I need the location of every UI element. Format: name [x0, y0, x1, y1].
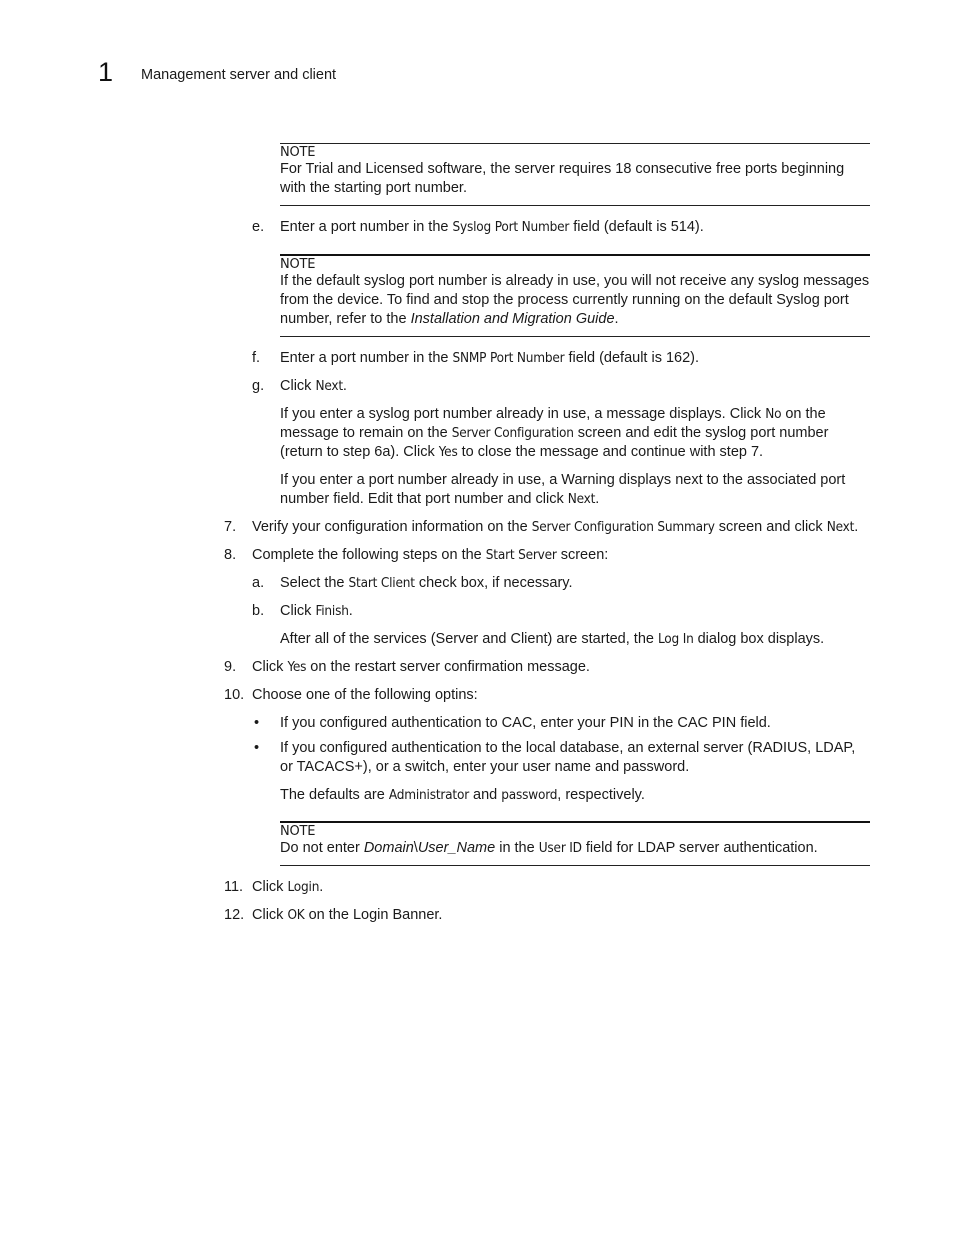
- note-box: [280, 254, 870, 337]
- substep-g: g. Click Next.: [252, 378, 347, 394]
- substep-f: f. Enter a port number in the SNMP Port Number field (default is 162).: [252, 350, 700, 366]
- note-box: [280, 821, 870, 866]
- section-title: Management server and client: [141, 67, 337, 83]
- bullet-marker: •: [254, 715, 260, 731]
- substep-8a: a. Select the Start Client check box, if necessary.: [252, 575, 573, 591]
- step-7: 7. Verify your configuration information on the Server Configuration Summary screen and click Next.: [224, 519, 859, 535]
- substep-e: e. Enter a port number in the Syslog Port Number field (default is 514).: [252, 219, 704, 235]
- step-9: 9. Click Yes on the restart server confirmation message.: [224, 659, 590, 675]
- ui-term: Syslog Port Number: [452, 219, 570, 235]
- note-label: NOTE: [280, 145, 316, 160]
- step-8: 8. Complete the following steps on the Start Server screen:: [224, 547, 609, 563]
- paragraph: The defaults are Administrator and password, respectively.: [280, 787, 645, 803]
- step-label: f.: [252, 350, 261, 366]
- step-label: 9.: [224, 659, 237, 675]
- ui-term: Next: [315, 378, 343, 394]
- page-header: [98, 56, 858, 92]
- document-body: [224, 143, 870, 925]
- step-label: 7.: [224, 519, 237, 535]
- step-label: 8.: [224, 547, 237, 563]
- step-label: 11.: [224, 879, 244, 895]
- note-text: If the default syslog port number is already in use, you will not receive any syslog messages from the device. To find and stop the process currently running on the default Syslog port number, refer to the Installation and Migration Guide.: [280, 273, 870, 327]
- step-label: 10.: [224, 687, 245, 703]
- note-label: NOTE: [280, 257, 316, 272]
- bullet-item: • If you configured authentication to CAC, enter your PIN in the CAC PIN field.: [254, 715, 771, 731]
- paragraph: After all of the services (Server and Client) are started, the Log In dialog box displays.: [280, 631, 825, 647]
- step-label: e.: [252, 219, 265, 235]
- substep-8b: b. Click Finish.: [252, 603, 353, 619]
- bullet-item: • If you configured authentication to the local database, an external server (RADIUS, LDAP, or TACACS+), or a switch, enter your user name and password.: [254, 740, 856, 775]
- step-10: 10. Choose one of the following optins:: [224, 687, 478, 703]
- note-text: For Trial and Licensed software, the server requires 18 consecutive free ports beginning with the starting port number.: [280, 161, 845, 196]
- paragraph: If you enter a syslog port number already in use, a message displays. Click No on the message to remain on the Server Configuration screen and edit the syslog port number (return to step 6a). Click Yes to close the message and continue with step 7.: [280, 406, 829, 460]
- step-11: 11. Click Login.: [224, 879, 324, 895]
- note-box: [280, 143, 870, 206]
- step-label: g.: [252, 378, 265, 394]
- step-label: a.: [252, 575, 265, 591]
- note-label: NOTE: [280, 824, 316, 839]
- paragraph: If you enter a port number already in use, a Warning displays next to the associated port number field. Edit that port number and click Next.: [280, 472, 846, 507]
- doc-title: Installation and Migration Guide: [410, 311, 615, 327]
- step-label: b.: [252, 603, 265, 619]
- step-12: 12. Click OK on the Login Banner.: [224, 907, 443, 923]
- step-label: 12.: [224, 907, 245, 923]
- ui-term: SNMP Port Number: [452, 350, 565, 366]
- bullet-marker: •: [254, 740, 260, 756]
- chapter-number: 1: [98, 57, 114, 87]
- note-text: Do not enter Domain\User_Name in the User ID field for LDAP server authentication.: [280, 840, 818, 856]
